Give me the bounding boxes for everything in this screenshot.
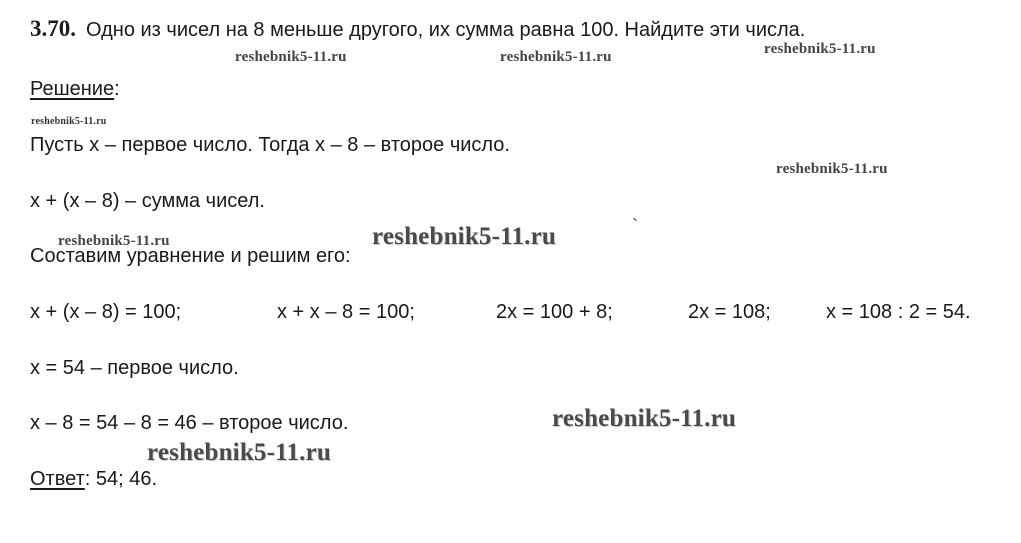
solution-heading: [30, 79, 120, 99]
equation-3: 2x = 100 + 8;: [496, 301, 613, 323]
solution-line-3: Составим уравнение и решим его:: [30, 245, 351, 267]
problem-number: 3.70.: [30, 16, 76, 41]
watermark: reshebnik5-11.ru: [31, 116, 107, 127]
watermark: reshebnik5-11.ru: [235, 49, 347, 65]
problem-text: Одно из чисел на 8 меньше другого, их сумма равна 100. Найдите эти числа.: [86, 19, 806, 41]
equation-4: 2x = 108;: [688, 301, 771, 323]
solution-heading-colon: :: [114, 78, 120, 100]
solution-heading-label: Решение: [30, 78, 115, 100]
solution-line-2: x + (x – 8) – сумма чисел.: [30, 190, 265, 212]
watermark: reshebnik5-11.ru: [776, 161, 888, 177]
answer-value: : 54; 46.: [84, 468, 158, 490]
solution-line-6: x – 8 = 54 – 8 = 46 – второе число.: [30, 412, 349, 434]
watermark: reshebnik5-11.ru: [500, 49, 612, 65]
equation-1: x + (x – 8) = 100;: [30, 301, 182, 323]
equation-2: x + x – 8 = 100;: [277, 301, 415, 323]
watermark: reshebnik5-11.ru: [58, 233, 170, 249]
watermark: reshebnik5-11.ru: [147, 439, 332, 466]
answer: [30, 469, 157, 489]
problem-statement: [30, 17, 805, 40]
answer-label: Ответ: [30, 468, 85, 490]
watermark: reshebnik5-11.ru: [764, 41, 876, 57]
solution-line-5: x = 54 – первое число.: [30, 357, 239, 379]
watermark: reshebnik5-11.ru: [552, 405, 737, 432]
equation-5: x = 108 : 2 = 54.: [826, 301, 971, 323]
watermark: reshebnik5-11.ru: [372, 223, 557, 250]
solution-line-1: Пусть x – первое число. Тогда x – 8 – второе число.: [30, 134, 510, 156]
stray-mark: `: [632, 216, 638, 236]
